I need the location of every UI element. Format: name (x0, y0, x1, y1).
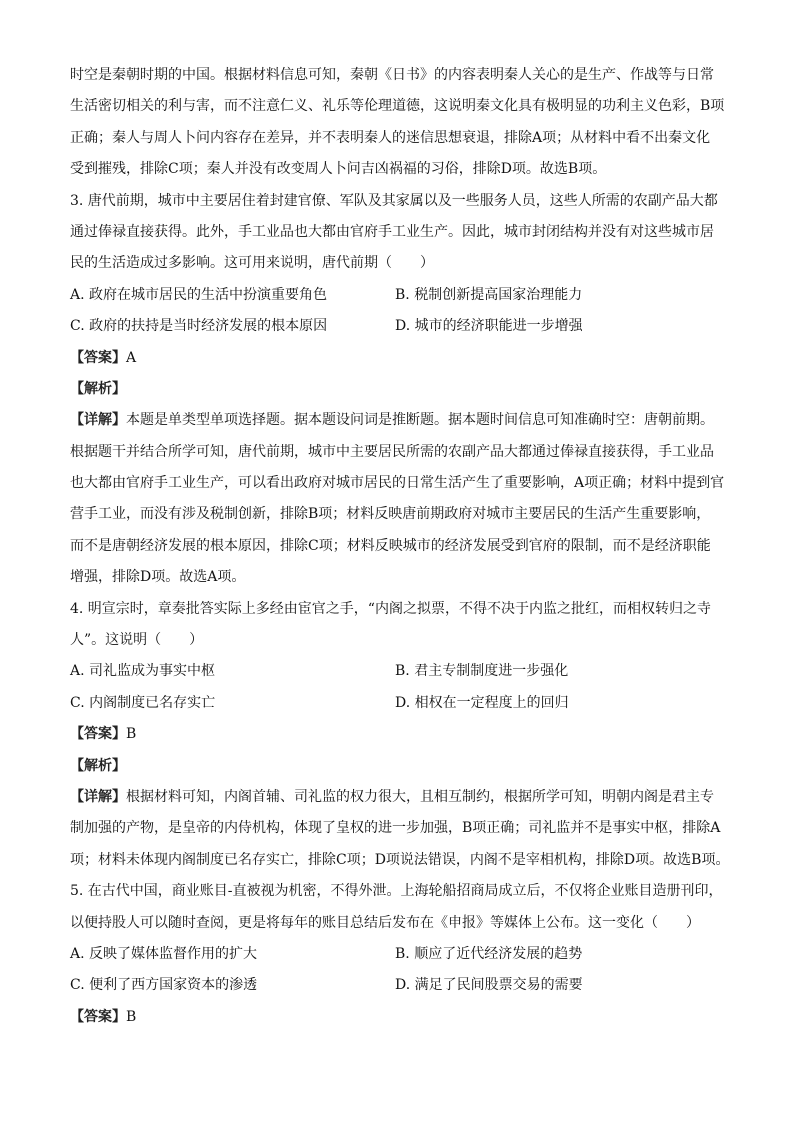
question-4-stem: 人”。这说明（ ） (70, 632, 204, 649)
option-d: D. 城市的经济职能进一步增强 (395, 318, 583, 335)
analysis-label: 【解析】 (70, 757, 126, 774)
paragraph-line: 生活密切相关的利与害，而不注意仁义、礼乐等伦理道德，这说明秦文化具有极明显的功利主义色彩，B项 (70, 98, 725, 115)
detail-line: 增强，排除D项。故选A项。 (70, 569, 246, 586)
answer-row (70, 1002, 730, 1033)
detail-line: 而不是唐朝经济发展的根本原因，排除C项；材料反映城市的经济发展受到官府的限制，而不是经济职能 (70, 537, 711, 554)
question-4-stem: 4. 明宣宗时，章奏批答实际上多经由宦官之手，“内阁之拟票，不得不决于内监之批红，而相权转归之寺 (70, 600, 711, 617)
detail-label: 【详解】 (70, 412, 126, 429)
detail-line: 【详解】根据材料可知，内阁首辅、司礼监的权力很大，且相互制约，根据所学可知，明朝内阁是君主专 (70, 788, 714, 805)
option-c: C. 政府的扶持是当时经济发展的根本原因 (70, 318, 328, 335)
analysis-row (70, 751, 730, 782)
answer-label: 【答案】 (70, 349, 126, 366)
answer-row (70, 343, 730, 374)
option-d: D. 相权在一定程度上的回归 (395, 694, 569, 711)
question-3-stem: 通过俸禄直接获得。此外，手工业品也大都由官府手工业生产。因此，城市封闭结构并没有对这些城市居 (70, 223, 714, 240)
answer-label: 【答案】 (70, 726, 126, 743)
question-5-stem: 以便持股人可以随时查阅，更是将每年的账目总结后发布在《申报》等媒体上公布。这一变化（ ） (70, 914, 700, 931)
option-a: A. 政府在城市居民的生活中扮演重要角色 (70, 286, 328, 303)
option-b: B. 君主专制制度进一步强化 (395, 663, 569, 680)
answer-value: B (126, 726, 137, 743)
answer-label: 【答案】 (70, 1008, 126, 1025)
detail-label: 【详解】 (70, 788, 126, 805)
detail-line: 制加强的产物，是皇帝的内侍机构，体现了皇权的进一步加强，B项正确；司礼监并不是事实中枢，排除A (70, 820, 721, 837)
detail-line: 根据题干并结合所学可知，唐代前期，城市中主要居民所需的农副产品大都通过俸禄直接获得，手工业品 (70, 443, 714, 460)
question-5-stem: 5. 在古代中国，商业账目-直被视为机密，不得外泄。上海轮船招商局成立后，不仅将企业账目造册刊印， (70, 883, 723, 900)
answer-value: A (126, 349, 137, 366)
answer-row (70, 719, 730, 750)
detail-line: 营手工业，而没有涉及税制创新，排除B项；材料反映唐前期政府对城市主要居民的生活产生重要影响， (70, 506, 711, 523)
paragraph-line: 时空是秦朝时期的中国。根据材料信息可知，秦朝《日书》的内容表明秦人关心的是生产、作战等与日常 (70, 67, 714, 83)
detail-line: 【详解】本题是单类型单项选择题。据本题设问词是推断题。据本题时间信息可知准确时空：唐朝前期。 (70, 412, 714, 429)
detail-line: 也大都由官府手工业生产，可以看出政府对城市居民的日常生活产生了重要影响，A项正确；材料中提到官 (70, 475, 725, 492)
analysis-row (70, 374, 730, 405)
option-c: C. 内阁制度已名存实亡 (70, 694, 216, 711)
question-4-options-row (70, 656, 730, 687)
paragraph-line: 受到摧残，排除C项；秦人并没有改变周人卜问吉凶祸福的习俗，排除D项。故选B项。 (70, 161, 607, 178)
paragraph-line: 正确；秦人与周人卜问内容存在差异，并不表明秦人的迷信思想衰退，排除A项；从材料中看不出秦文化 (70, 129, 711, 146)
question-4-options-row (70, 688, 730, 719)
option-b: B. 税制创新提高国家治理能力 (395, 286, 583, 303)
option-c: C. 便利了西方国家资本的渗透 (70, 977, 258, 994)
option-d: D. 满足了民间股票交易的需要 (395, 977, 583, 994)
option-a: A. 司礼监成为事实中枢 (70, 663, 216, 680)
document-page (70, 60, 730, 1033)
detail-line: 项；材料未体现内阁制度已名存实亡，排除C项；D项说法错误，内阁不是宰相机构，排除D项。故选B项。 (70, 851, 730, 868)
option-a: A. 反映了媒体监督作用的扩大 (70, 945, 258, 962)
question-5-options-row (70, 970, 730, 1001)
option-b: B. 顺应了近代经济发展的趋势 (395, 945, 583, 962)
question-3-options-row (70, 280, 730, 311)
question-3-options-row (70, 311, 730, 342)
answer-value: B (126, 1008, 137, 1025)
question-3-stem: 民的生活造成过多影响。这可用来说明，唐代前期（ ） (70, 255, 434, 272)
analysis-label: 【解析】 (70, 380, 126, 397)
question-5-options-row (70, 939, 730, 970)
question-3-stem: 3. 唐代前期，城市中主要居住着封建官僚、军队及其家属以及一些服务人员，这些人所需的农副产品大都 (70, 192, 718, 209)
